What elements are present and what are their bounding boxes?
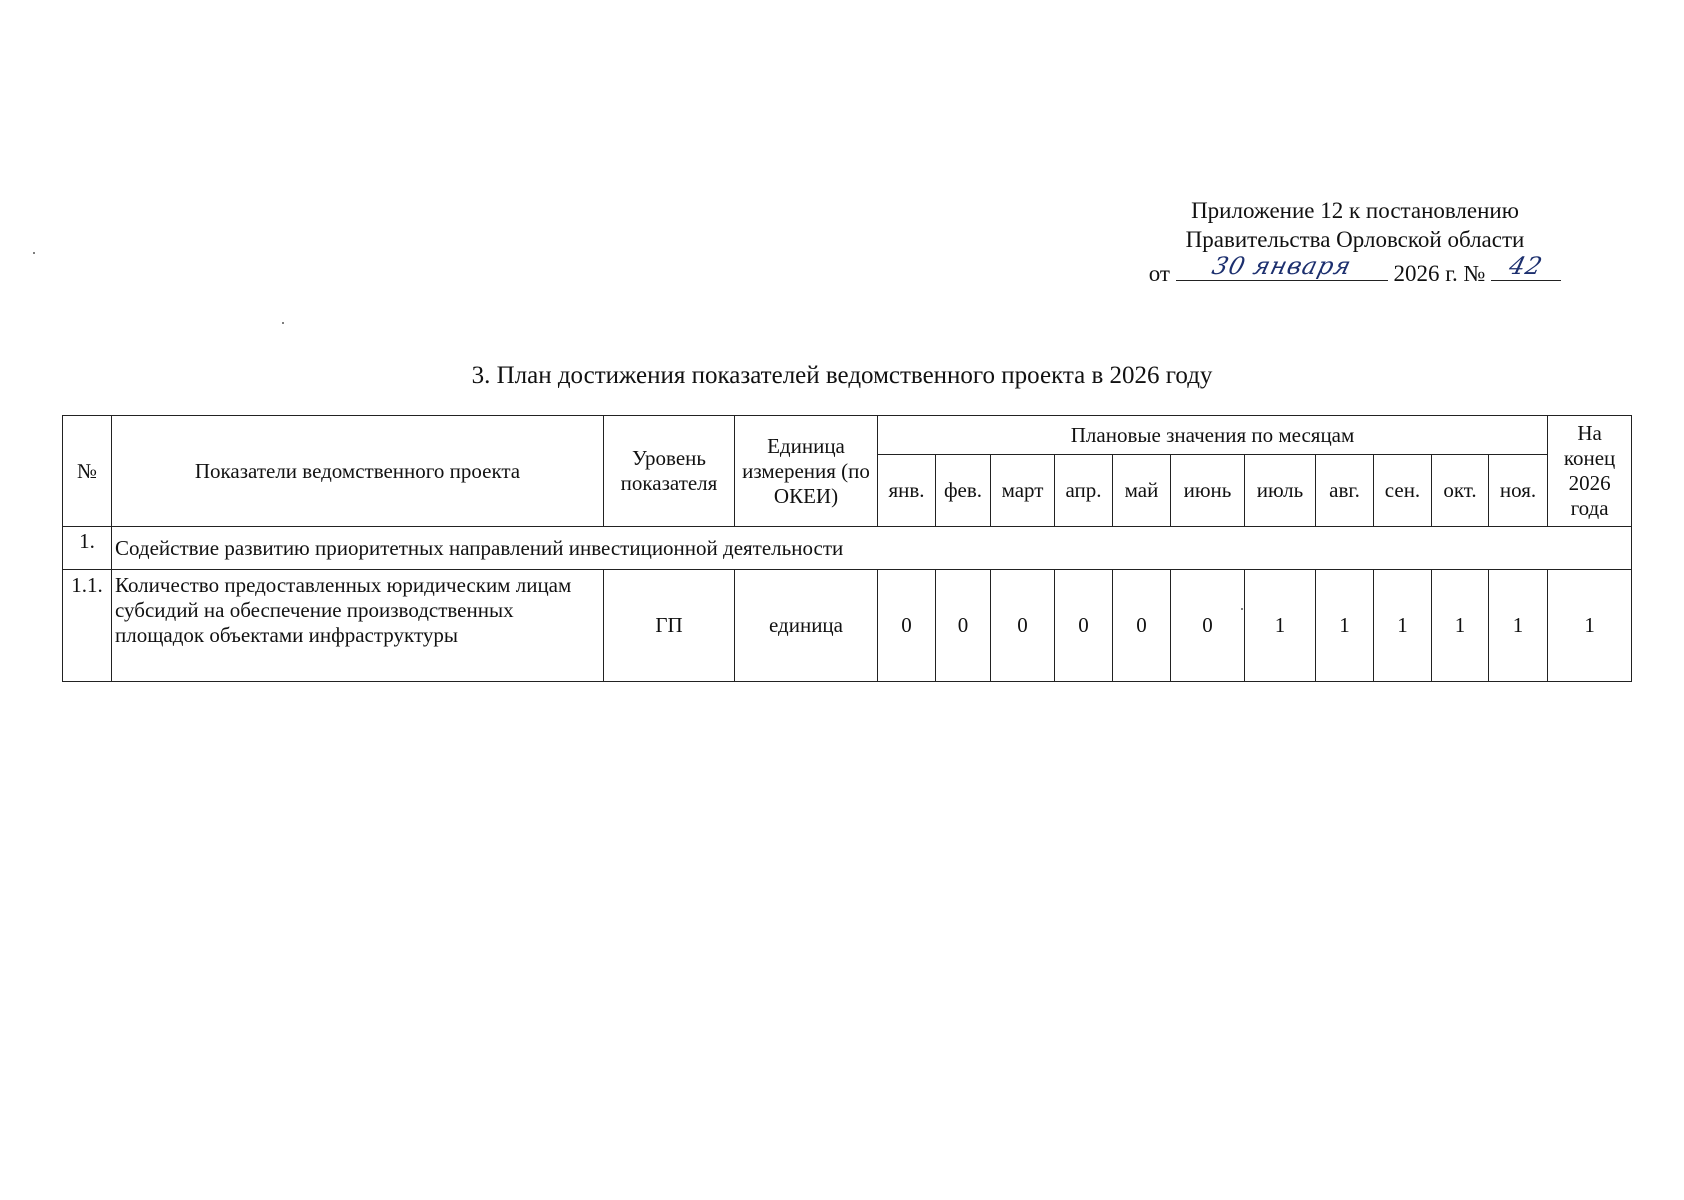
header-month-may: май bbox=[1113, 455, 1171, 527]
header-month-oct: окт. bbox=[1432, 455, 1489, 527]
row-indicator: Количество предоставленных юридическим лицам субсидий на обеспечение производственных площадок объектами инфраструктуры bbox=[112, 570, 604, 682]
header-indicator: Показатели ведомственного проекта bbox=[112, 416, 604, 527]
scan-speck bbox=[33, 252, 35, 254]
row-level: ГП bbox=[604, 570, 735, 682]
row-value-oct: 1 bbox=[1432, 570, 1489, 682]
row-year-end: 1 bbox=[1548, 570, 1632, 682]
annex-block bbox=[1125, 196, 1585, 288]
header-month-sep: сен. bbox=[1374, 455, 1432, 527]
header-month-jan: янв. bbox=[878, 455, 936, 527]
number-signature-field bbox=[1491, 254, 1561, 281]
row-num: 1.1. bbox=[63, 570, 112, 682]
row-value-apr: 0 bbox=[1055, 570, 1113, 682]
header-month-aug: авг. bbox=[1316, 455, 1374, 527]
row-value-mar: 0 bbox=[991, 570, 1055, 682]
header-month-nov: ноя. bbox=[1489, 455, 1548, 527]
annex-line-2: Правительства Орловской области bbox=[1185, 227, 1525, 252]
header-num: № bbox=[63, 416, 112, 527]
header-unit: Единица измерения (по ОКЕИ) bbox=[735, 416, 878, 527]
row-value-may: 0 bbox=[1113, 570, 1171, 682]
row-value-jul: 1 bbox=[1245, 570, 1316, 682]
row-value-feb: 0 bbox=[936, 570, 991, 682]
section-row-num: 1. bbox=[63, 527, 112, 570]
header-monthly-group: Плановые значения по месяцам bbox=[878, 416, 1548, 455]
header-month-feb: фев. bbox=[936, 455, 991, 527]
section-row-title: Содействие развитию приоритетных направлений инвестиционной деятельности bbox=[112, 527, 1632, 570]
row-value-nov: 1 bbox=[1489, 570, 1548, 682]
scan-speck bbox=[282, 322, 284, 324]
header-month-mar: март bbox=[991, 455, 1055, 527]
row-value-jun: 0 bbox=[1171, 570, 1245, 682]
row-value-jan: 0 bbox=[878, 570, 936, 682]
header-month-apr: апр. bbox=[1055, 455, 1113, 527]
year-number-label: 2026 г. № bbox=[1393, 261, 1486, 286]
handwritten-date: 30 января bbox=[1209, 252, 1355, 280]
from-label: от bbox=[1148, 261, 1170, 286]
section-row bbox=[63, 527, 1632, 570]
row-value-sep: 1 bbox=[1374, 570, 1432, 682]
header-year-end: На конец 2026 года bbox=[1548, 416, 1632, 527]
table-row bbox=[63, 570, 1632, 682]
section-title: 3. План достижения показателей ведомственного проекта в 2026 году bbox=[471, 362, 1213, 389]
annex-line-1: Приложение 12 к постановлению bbox=[1191, 198, 1519, 223]
annex-line-3 bbox=[1125, 254, 1585, 288]
plan-table bbox=[62, 415, 1632, 682]
header-month-jun: июнь bbox=[1171, 455, 1245, 527]
row-value-aug: 1 bbox=[1316, 570, 1374, 682]
row-unit: единица bbox=[735, 570, 878, 682]
header-month-jul: июль bbox=[1245, 455, 1316, 527]
handwritten-number: 42 bbox=[1506, 252, 1547, 280]
date-signature-field bbox=[1176, 254, 1388, 281]
header-row-1 bbox=[63, 416, 1632, 455]
header-level: Уровень показателя bbox=[604, 416, 735, 527]
